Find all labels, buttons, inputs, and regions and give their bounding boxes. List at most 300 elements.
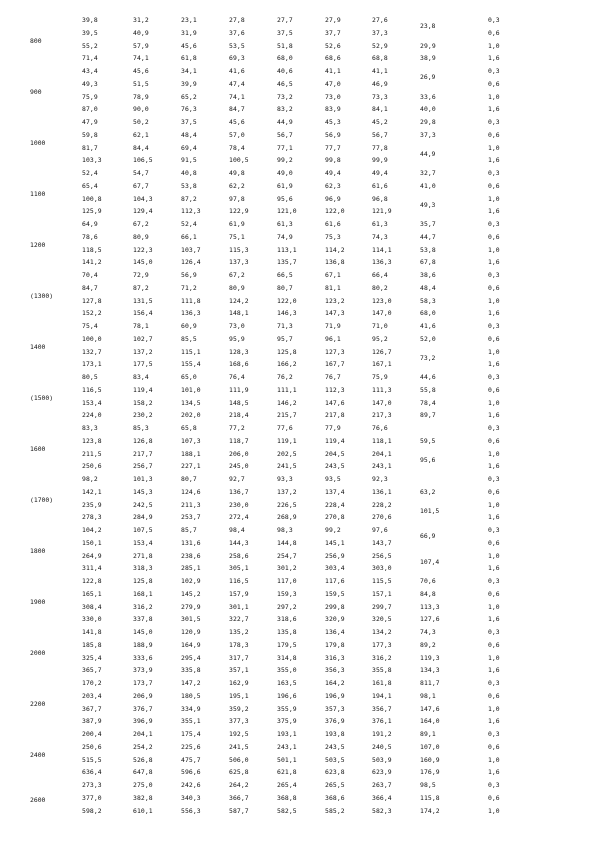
table-cell: 117,6 — [325, 577, 345, 585]
table-cell-extra: 174,2 — [420, 806, 440, 815]
table-cell: 159,3 — [277, 589, 297, 598]
table-cell: 366,7 — [229, 793, 249, 802]
table-cell-factor: 1,0 — [488, 806, 500, 815]
table-cell: 368,6 — [325, 793, 345, 802]
table-cell: 243,1 — [372, 462, 392, 471]
table-cell-extra: 84,8 — [420, 589, 436, 598]
table-cell: 97,8 — [229, 194, 245, 203]
table-cell: 159,5 — [325, 589, 345, 598]
table-cell: 99,8 — [325, 156, 341, 165]
table-cell: 45,2 — [372, 118, 388, 126]
table-cell: 284,9 — [133, 513, 153, 522]
table-cell: 126,8 — [133, 436, 153, 445]
table-cell: 111,9 — [229, 385, 249, 394]
table-cell: 31,9 — [181, 28, 197, 37]
table-cell: 39,8 — [82, 16, 98, 24]
table-cell: 62,3 — [325, 181, 341, 190]
table-cell: 136,8 — [325, 258, 345, 267]
table-cell: 40,8 — [181, 169, 197, 177]
table-cell: 122,3 — [133, 245, 153, 254]
table-cell: 61,6 — [372, 181, 388, 190]
table-cell: 367,7 — [82, 704, 102, 713]
table-cell: 157,1 — [372, 589, 392, 598]
table-cell: 99,2 — [277, 156, 293, 165]
table-cell: 382,8 — [133, 793, 153, 802]
table-cell: 150,1 — [82, 538, 102, 547]
table-cell: 76,4 — [229, 373, 245, 381]
table-cell: 77,1 — [277, 143, 293, 152]
table-cell: 256,5 — [372, 551, 392, 560]
table-cell: 196,9 — [325, 691, 345, 700]
table-cell: 90,0 — [133, 105, 149, 114]
table-cell: 73,0 — [325, 92, 341, 101]
table-cell: 59,8 — [82, 130, 98, 139]
table-cell-factor: 1,6 — [488, 615, 500, 624]
table-cell-factor: 1,6 — [488, 54, 500, 63]
table-cell: 61,3 — [277, 220, 293, 228]
group-label: 800 — [30, 37, 42, 46]
table-cell-factor: 1,0 — [488, 296, 500, 305]
table-cell: 76,6 — [372, 424, 388, 432]
table-cell-factor: 1,0 — [488, 245, 500, 254]
table-cell-factor: 0,3 — [488, 67, 500, 75]
table-cell-extra: 33,6 — [420, 92, 436, 101]
table-cell-factor: 0,6 — [488, 28, 500, 37]
table-cell: 148,1 — [229, 309, 249, 318]
table-cell: 44,9 — [277, 118, 293, 126]
table-cell: 316,2 — [372, 653, 392, 662]
table-cell: 95,2 — [372, 334, 388, 343]
table-cell: 50,2 — [133, 118, 149, 126]
table-cell-extra: 55,8 — [420, 385, 436, 394]
table-cell: 242,5 — [133, 500, 153, 509]
table-cell: 235,9 — [82, 500, 102, 509]
table-cell-factor: 1,6 — [488, 666, 500, 675]
table-cell: 56,7 — [372, 130, 388, 139]
table-cell: 240,5 — [372, 742, 392, 751]
table-cell: 202,5 — [277, 449, 297, 458]
table-cell-factor: 0,6 — [488, 589, 500, 598]
table-cell: 299,8 — [325, 602, 345, 611]
table-cell: 83,9 — [325, 105, 341, 114]
table-cell: 334,9 — [181, 704, 201, 713]
table-cell: 119,1 — [277, 436, 297, 445]
group-label: 1000 — [30, 139, 46, 148]
table-cell-factor: 0,6 — [488, 742, 500, 751]
table-cell: 273,3 — [82, 781, 102, 789]
table-cell-extra: 127,6 — [420, 615, 440, 624]
table-cell: 217,7 — [133, 449, 153, 458]
table-cell: 164,9 — [181, 640, 201, 649]
table-cell: 355,9 — [277, 704, 297, 713]
table-cell-extra: 70,6 — [420, 577, 436, 585]
table-cell: 95,7 — [277, 334, 293, 343]
table-cell: 122,0 — [277, 296, 297, 305]
table-cell-factor: 0,3 — [488, 424, 500, 432]
table-cell-factor: 0,3 — [488, 730, 500, 738]
table-cell: 217,3 — [372, 411, 392, 420]
table-cell: 203,4 — [82, 691, 102, 700]
table-cell: 96,1 — [325, 334, 341, 343]
table-cell: 320,5 — [372, 615, 392, 624]
table-cell: 320,9 — [325, 615, 345, 624]
table-cell: 265,5 — [325, 781, 345, 789]
table-cell-factor: 1,0 — [488, 755, 500, 764]
table-cell: 76,2 — [277, 373, 293, 381]
table-cell: 27,9 — [325, 16, 341, 24]
table-cell-factor: 0,6 — [488, 181, 500, 190]
table-cell: 355,0 — [277, 666, 297, 675]
table-cell: 98,2 — [82, 475, 98, 483]
table-cell: 143,7 — [372, 538, 392, 547]
table-cell-factor: 0,3 — [488, 322, 500, 330]
table-cell-factor: 1,0 — [488, 398, 500, 407]
table-cell: 54,7 — [133, 169, 149, 177]
table-cell: 78,4 — [229, 143, 245, 152]
table-cell: 206,9 — [133, 691, 153, 700]
table-cell: 77,9 — [325, 424, 341, 432]
table-cell: 193,8 — [325, 730, 345, 738]
table-cell: 121,0 — [277, 207, 297, 216]
table-cell: 241,5 — [229, 742, 249, 751]
table-cell: 253,7 — [181, 513, 201, 522]
table-cell: 178,3 — [229, 640, 249, 649]
group-label: 1400 — [30, 343, 46, 352]
table-cell-factor: 0,3 — [488, 628, 500, 636]
table-cell: 75,4 — [82, 322, 98, 330]
table-cell: 95,9 — [229, 334, 245, 343]
table-cell: 188,9 — [133, 640, 153, 649]
table-cell: 46,5 — [277, 79, 293, 88]
table-cell: 195,1 — [229, 691, 249, 700]
table-cell: 376,9 — [325, 717, 345, 726]
table-cell-factor: 0,3 — [488, 169, 500, 177]
table-cell: 126,7 — [372, 347, 392, 356]
table-cell: 146,3 — [277, 309, 297, 318]
table-cell: 68,8 — [372, 54, 388, 63]
table-cell: 335,8 — [181, 666, 201, 675]
table-cell: 78,1 — [133, 322, 149, 330]
table-cell: 41,1 — [372, 67, 388, 75]
table-cell-factor: 0,6 — [488, 640, 500, 649]
table-cell: 93,5 — [325, 475, 341, 483]
table-cell: 340,3 — [181, 793, 201, 802]
table-cell: 41,1 — [325, 67, 341, 75]
table-cell: 71,4 — [82, 54, 98, 63]
table-cell: 285,1 — [181, 564, 201, 573]
table-cell: 49,3 — [82, 79, 98, 88]
table-cell: 53,5 — [229, 41, 245, 50]
merged-cell-value: 44,9 — [420, 149, 436, 158]
table-cell: 148,5 — [229, 398, 249, 407]
table-cell-extra: 44,6 — [420, 373, 436, 381]
table-cell: 101,0 — [181, 385, 201, 394]
table-cell: 125,8 — [277, 347, 297, 356]
table-cell: 49,4 — [325, 169, 341, 177]
table-cell: 355,1 — [181, 717, 201, 726]
table-cell: 322,7 — [229, 615, 249, 624]
table-cell: 623,8 — [325, 768, 345, 777]
table-cell: 376,7 — [133, 704, 153, 713]
table-cell: 95,6 — [277, 194, 293, 203]
table-cell: 242,6 — [181, 781, 201, 789]
table-cell: 582,5 — [277, 806, 297, 815]
table-cell: 145,3 — [133, 487, 153, 496]
table-cell-extra: 160,9 — [420, 755, 440, 764]
table-cell-extra: 29,9 — [420, 41, 436, 50]
table-cell: 93,3 — [277, 475, 293, 483]
table-cell-extra: 40,0 — [420, 105, 436, 114]
table-cell: 107,3 — [181, 436, 201, 445]
table-cell: 112,3 — [181, 207, 201, 216]
table-cell-extra: 53,8 — [420, 245, 436, 254]
table-cell: 356,3 — [325, 666, 345, 675]
table-cell: 74,9 — [277, 232, 293, 241]
table-cell: 325,4 — [82, 653, 102, 662]
table-cell-extra: 37,3 — [420, 130, 436, 139]
table-cell: 365,7 — [82, 666, 102, 675]
table-cell: 80,9 — [133, 232, 149, 241]
table-cell: 141,8 — [82, 628, 102, 636]
table-cell: 191,2 — [372, 730, 392, 738]
table-cell: 137,3 — [229, 258, 249, 267]
table-cell: 46,9 — [372, 79, 388, 88]
table-cell: 303,4 — [325, 564, 345, 573]
table-cell: 596,6 — [181, 768, 201, 777]
table-cell: 163,5 — [277, 679, 297, 687]
table-cell-extra: 44,7 — [420, 232, 436, 241]
table-cell: 47,9 — [82, 118, 98, 126]
table-cell: 142,1 — [82, 487, 102, 496]
table-cell: 167,1 — [372, 360, 392, 369]
table-cell: 211,3 — [181, 500, 201, 509]
table-cell: 106,5 — [133, 156, 153, 165]
table-cell: 256,7 — [133, 462, 153, 471]
table-cell: 66,5 — [277, 271, 293, 279]
table-cell: 45,6 — [133, 67, 149, 75]
table-cell: 147,6 — [325, 398, 345, 407]
table-cell: 102,7 — [133, 334, 153, 343]
table-cell: 215,7 — [277, 411, 297, 420]
table-cell: 40,6 — [277, 67, 293, 75]
table-cell: 66,4 — [372, 271, 388, 279]
table-cell: 175,4 — [181, 730, 201, 738]
table-cell: 127,3 — [325, 347, 345, 356]
table-cell: 55,2 — [82, 41, 98, 50]
table-cell: 206,0 — [229, 449, 249, 458]
table-cell: 305,1 — [229, 564, 249, 573]
table-cell: 243,5 — [325, 462, 345, 471]
merged-cell-value: 101,5 — [420, 506, 440, 515]
table-cell: 81,7 — [82, 143, 98, 152]
table-cell: 98,4 — [229, 526, 245, 534]
table-cell-factor: 0,6 — [488, 130, 500, 139]
table-cell: 100,8 — [82, 194, 102, 203]
table-cell: 67,1 — [325, 271, 341, 279]
table-cell: 34,1 — [181, 67, 197, 75]
table-cell: 147,3 — [325, 309, 345, 318]
table-cell-factor: 0,3 — [488, 373, 500, 381]
table-cell: 60,9 — [181, 322, 197, 330]
table-cell-factor: 0,3 — [488, 475, 500, 483]
table-cell: 623,9 — [372, 768, 392, 777]
group-label: 1900 — [30, 598, 46, 607]
table-cell: 80,2 — [372, 283, 388, 292]
table-cell-factor: 0,3 — [488, 679, 500, 687]
table-cell-factor: 0,6 — [488, 79, 500, 88]
table-cell: 103,7 — [181, 245, 201, 254]
table-cell: 621,8 — [277, 768, 297, 777]
table-cell: 250,6 — [82, 462, 102, 471]
table-cell: 80,9 — [229, 283, 245, 292]
table-cell: 92,7 — [229, 475, 245, 483]
table-cell: 76,3 — [181, 105, 197, 114]
table-cell-factor: 1,6 — [488, 768, 500, 777]
table-cell-factor: 1,0 — [488, 449, 500, 458]
merged-cell-value: 23,8 — [420, 22, 436, 31]
table-cell-extra: 107,0 — [420, 742, 440, 751]
table-cell: 65,4 — [82, 181, 98, 190]
table-cell-factor: 1,6 — [488, 717, 500, 726]
table-cell: 241,5 — [277, 462, 297, 471]
table-cell: 188,1 — [181, 449, 201, 458]
table-cell: 71,9 — [325, 322, 341, 330]
table-cell: 164,2 — [325, 679, 345, 687]
table-cell: 145,0 — [133, 628, 153, 636]
table-cell: 64,9 — [82, 220, 98, 228]
table-cell-factor: 0,3 — [488, 271, 500, 279]
table-cell: 118,1 — [372, 436, 392, 445]
table-cell: 153,4 — [133, 538, 153, 547]
table-cell: 136,3 — [372, 258, 392, 267]
table-cell: 131,5 — [133, 296, 153, 305]
table-cell: 501,1 — [277, 755, 297, 764]
table-cell: 114,2 — [325, 245, 345, 254]
table-cell: 166,2 — [277, 360, 297, 369]
table-cell: 69,3 — [229, 54, 245, 63]
table-cell: 87,2 — [133, 283, 149, 292]
table-cell: 80,7 — [181, 475, 197, 483]
table-cell-extra: 48,4 — [420, 283, 436, 292]
table-cell-extra: 41,6 — [420, 322, 436, 330]
table-cell: 51,5 — [133, 79, 149, 88]
table-cell: 153,4 — [82, 398, 102, 407]
table-cell-factor: 0,3 — [488, 577, 500, 585]
table-cell: 99,9 — [372, 156, 388, 165]
table-cell: 103,3 — [82, 156, 102, 165]
table-cell-extra: 115,8 — [420, 793, 440, 802]
table-cell: 258,6 — [229, 551, 249, 560]
table-cell-extra: 147,6 — [420, 704, 440, 713]
table-cell: 67,2 — [229, 271, 245, 279]
table-cell: 356,7 — [372, 704, 392, 713]
table-cell: 278,3 — [82, 513, 102, 522]
group-label: 2000 — [30, 649, 46, 658]
table-cell: 57,0 — [229, 130, 245, 139]
table-cell: 45,6 — [229, 118, 245, 126]
table-cell: 125,9 — [82, 207, 102, 216]
table-cell: 115,5 — [372, 577, 392, 585]
table-cell: 270,8 — [325, 513, 345, 522]
table-cell: 65,0 — [181, 373, 197, 381]
table-cell: 162,9 — [229, 679, 249, 687]
table-cell: 585,2 — [325, 806, 345, 815]
table-cell: 245,0 — [229, 462, 249, 471]
table-cell: 83,3 — [82, 424, 98, 432]
table-cell: 37,6 — [229, 28, 245, 37]
table-cell-factor: 0,6 — [488, 691, 500, 700]
table-cell: 98,3 — [277, 526, 293, 534]
table-cell-extra: 35,7 — [420, 220, 436, 228]
group-label: 1600 — [30, 445, 46, 454]
table-cell: 515,5 — [82, 755, 102, 764]
table-cell: 74,1 — [229, 92, 245, 101]
table-cell: 101,3 — [133, 475, 153, 483]
table-cell: 135,8 — [277, 628, 297, 636]
table-cell: 52,4 — [82, 169, 98, 177]
table-cell: 377,3 — [229, 717, 249, 726]
table-cell: 78,9 — [133, 92, 149, 101]
table-cell-factor: 1,6 — [488, 207, 500, 216]
table-cell: 31,2 — [133, 16, 149, 24]
table-cell: 271,8 — [133, 551, 153, 560]
table-cell-extra: 89,1 — [420, 730, 436, 738]
table-cell: 230,2 — [133, 411, 153, 420]
table-cell: 119,4 — [133, 385, 153, 394]
table-cell: 68,0 — [277, 54, 293, 63]
table-cell: 118,5 — [82, 245, 102, 254]
table-cell: 73,2 — [277, 92, 293, 101]
table-cell-extra: 38,6 — [420, 271, 436, 279]
table-cell: 114,1 — [372, 245, 392, 254]
table-cell: 71,3 — [277, 322, 293, 330]
merged-cell-value: 26,9 — [420, 73, 436, 82]
table-cell: 127,8 — [82, 296, 102, 305]
table-cell-factor: 0,3 — [488, 220, 500, 228]
table-cell: 179,8 — [325, 640, 345, 649]
table-cell: 506,0 — [229, 755, 249, 764]
table-cell-factor: 1,6 — [488, 156, 500, 165]
table-cell: 41,6 — [229, 67, 245, 75]
merged-cell-value: 66,9 — [420, 532, 436, 541]
table-cell: 357,3 — [325, 704, 345, 713]
table-cell: 366,4 — [372, 793, 392, 802]
table-cell: 318,6 — [277, 615, 297, 624]
table-cell: 217,8 — [325, 411, 345, 420]
table-cell-factor: 1,0 — [488, 602, 500, 611]
table-cell: 61,8 — [181, 54, 197, 63]
table-cell: 65,8 — [181, 424, 197, 432]
table-cell: 311,4 — [82, 564, 102, 573]
table-cell: 228,4 — [325, 500, 345, 509]
table-cell: 87,2 — [181, 194, 197, 203]
table-cell: 107,5 — [133, 526, 153, 534]
table-cell-extra: 67,8 — [420, 258, 436, 267]
table-cell: 81,1 — [325, 283, 341, 292]
table-cell: 115,3 — [229, 245, 249, 254]
table-cell: 238,6 — [181, 551, 201, 560]
group-label: (1300) — [30, 292, 54, 301]
table-cell: 243,1 — [277, 742, 297, 751]
table-cell: 144,8 — [277, 538, 297, 547]
merged-cell-value: 59,5 — [420, 436, 436, 445]
merged-cell-value: 73,2 — [420, 353, 436, 362]
table-cell: 56,9 — [181, 271, 197, 279]
table-cell: 180,5 — [181, 691, 201, 700]
table-cell: 145,1 — [325, 538, 345, 547]
table-cell: 75,9 — [82, 92, 98, 101]
table-cell: 65,2 — [181, 92, 197, 101]
